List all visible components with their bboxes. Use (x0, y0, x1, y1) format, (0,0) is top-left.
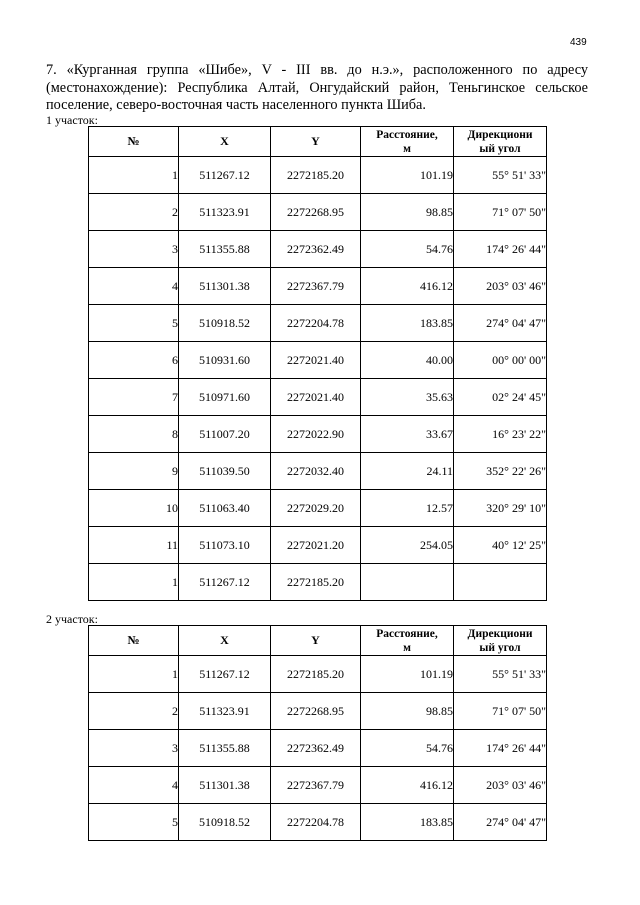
y-coordinate-cell: 2272022.90 (271, 416, 361, 453)
y-coordinate-cell: 2272029.20 (271, 490, 361, 527)
table-row (89, 693, 547, 730)
x-coordinate-cell: 511039.50 (179, 453, 271, 490)
x-coordinate-cell: 511007.20 (179, 416, 271, 453)
col-header-bearing: Дирекциони ый угол (454, 626, 547, 656)
col-header-x: X (179, 626, 271, 656)
bearing-cell: 40° 12' 25" (454, 527, 547, 564)
bearing-cell: 71° 07' 50" (454, 693, 547, 730)
bearing-cell: 71° 07' 50" (454, 194, 547, 231)
y-coordinate-cell: 2272032.40 (271, 453, 361, 490)
bearing-cell: 16° 23' 22" (454, 416, 547, 453)
x-coordinate-cell: 511267.12 (179, 656, 271, 693)
point-number-cell: 2 (89, 194, 179, 231)
x-coordinate-cell: 511355.88 (179, 730, 271, 767)
distance-cell: 35.63 (361, 379, 454, 416)
table-row (89, 416, 547, 453)
bearing-cell: 320° 29' 10" (454, 490, 547, 527)
distance-cell: 98.85 (361, 693, 454, 730)
y-coordinate-cell: 2272204.78 (271, 804, 361, 841)
x-coordinate-cell: 511301.38 (179, 268, 271, 305)
point-number-cell: 8 (89, 416, 179, 453)
col-header-bearing: Дирекциони ый угол (454, 127, 547, 157)
x-coordinate-cell: 510918.52 (179, 305, 271, 342)
bearing-cell: 02° 24' 45" (454, 379, 547, 416)
x-coordinate-cell: 511301.38 (179, 767, 271, 804)
table-row (89, 342, 547, 379)
y-coordinate-cell: 2272021.20 (271, 527, 361, 564)
col-header-distance: Расстояние, м (361, 626, 454, 656)
col-header-y: Y (271, 127, 361, 157)
distance-cell: 101.19 (361, 157, 454, 194)
coordinates-table-plot-2 (88, 625, 547, 841)
y-coordinate-cell: 2272185.20 (271, 157, 361, 194)
y-coordinate-cell: 2272362.49 (271, 730, 361, 767)
bearing-cell: 55° 51' 33" (454, 157, 547, 194)
table-header-row (89, 626, 547, 656)
table-row (89, 379, 547, 416)
x-coordinate-cell: 511355.88 (179, 231, 271, 268)
y-coordinate-cell: 2272185.20 (271, 656, 361, 693)
x-coordinate-cell: 511267.12 (179, 564, 271, 601)
x-coordinate-cell: 510918.52 (179, 804, 271, 841)
coordinates-table-plot-1 (88, 126, 547, 601)
x-coordinate-cell: 511323.91 (179, 693, 271, 730)
bearing-cell: 174° 26' 44" (454, 730, 547, 767)
y-coordinate-cell: 2272021.40 (271, 379, 361, 416)
y-coordinate-cell: 2272021.40 (271, 342, 361, 379)
distance-cell: 54.76 (361, 231, 454, 268)
table-row (89, 730, 547, 767)
table-row (89, 527, 547, 564)
table-row (89, 305, 547, 342)
col-header-number: № (89, 626, 179, 656)
y-coordinate-cell: 2272268.95 (271, 693, 361, 730)
page-number: 439 (570, 37, 587, 48)
table-row (89, 194, 547, 231)
plot-2-label: 2 участок: (46, 612, 98, 626)
y-coordinate-cell: 2272362.49 (271, 231, 361, 268)
distance-cell: 183.85 (361, 305, 454, 342)
table-row (89, 157, 547, 194)
x-coordinate-cell: 510931.60 (179, 342, 271, 379)
y-coordinate-cell: 2272367.79 (271, 268, 361, 305)
distance-cell: 254.05 (361, 527, 454, 564)
y-coordinate-cell: 2272268.95 (271, 194, 361, 231)
table-header-row (89, 127, 547, 157)
distance-cell: 24.11 (361, 453, 454, 490)
table-row (89, 804, 547, 841)
table-row (89, 767, 547, 804)
distance-cell: 416.12 (361, 767, 454, 804)
plot-1-label: 1 участок: (46, 113, 98, 127)
x-coordinate-cell: 511073.10 (179, 527, 271, 564)
x-coordinate-cell: 510971.60 (179, 379, 271, 416)
point-number-cell: 1 (89, 564, 179, 601)
x-coordinate-cell: 511267.12 (179, 157, 271, 194)
table-row (89, 453, 547, 490)
point-number-cell: 6 (89, 342, 179, 379)
table-row (89, 564, 547, 601)
bearing-cell: 274° 04' 47" (454, 804, 547, 841)
y-coordinate-cell: 2272204.78 (271, 305, 361, 342)
bearing-cell: 203° 03' 46" (454, 268, 547, 305)
point-number-cell: 1 (89, 157, 179, 194)
distance-cell: 183.85 (361, 804, 454, 841)
col-header-x: X (179, 127, 271, 157)
bearing-cell: 174° 26' 44" (454, 231, 547, 268)
table-row (89, 231, 547, 268)
point-number-cell: 2 (89, 693, 179, 730)
bearing-cell: 55° 51' 33" (454, 656, 547, 693)
distance-cell: 98.85 (361, 194, 454, 231)
col-header-number: № (89, 127, 179, 157)
point-number-cell: 10 (89, 490, 179, 527)
point-number-cell: 5 (89, 305, 179, 342)
point-number-cell: 3 (89, 730, 179, 767)
table-body (89, 656, 547, 841)
col-header-y: Y (271, 626, 361, 656)
distance-cell: 54.76 (361, 730, 454, 767)
table-row (89, 656, 547, 693)
bearing-cell: 203° 03' 46" (454, 767, 547, 804)
bearing-cell: 352° 22' 26" (454, 453, 547, 490)
distance-cell: 416.12 (361, 268, 454, 305)
point-number-cell: 9 (89, 453, 179, 490)
point-number-cell: 5 (89, 804, 179, 841)
distance-cell: 33.67 (361, 416, 454, 453)
distance-cell: 101.19 (361, 656, 454, 693)
point-number-cell: 4 (89, 767, 179, 804)
table-row (89, 268, 547, 305)
point-number-cell: 4 (89, 268, 179, 305)
bearing-cell (454, 564, 547, 601)
x-coordinate-cell: 511063.40 (179, 490, 271, 527)
point-number-cell: 11 (89, 527, 179, 564)
x-coordinate-cell: 511323.91 (179, 194, 271, 231)
point-number-cell: 3 (89, 231, 179, 268)
bearing-cell: 00° 00' 00" (454, 342, 547, 379)
point-number-cell: 1 (89, 656, 179, 693)
bearing-cell: 274° 04' 47" (454, 305, 547, 342)
section-heading: 7. «Курганная группа «Шибе», V - III вв. до н.э.», расположенного по адресу (местонахождение): Республика Алтай, Онгудайский район, Теньгинское сельское поселение, северо-восточная часть населенного пункта Шиба. (46, 62, 588, 113)
point-number-cell: 7 (89, 379, 179, 416)
distance-cell: 12.57 (361, 490, 454, 527)
col-header-distance: Расстояние, м (361, 127, 454, 157)
table-body (89, 157, 547, 601)
distance-cell (361, 564, 454, 601)
distance-cell: 40.00 (361, 342, 454, 379)
table-row (89, 490, 547, 527)
y-coordinate-cell: 2272185.20 (271, 564, 361, 601)
y-coordinate-cell: 2272367.79 (271, 767, 361, 804)
